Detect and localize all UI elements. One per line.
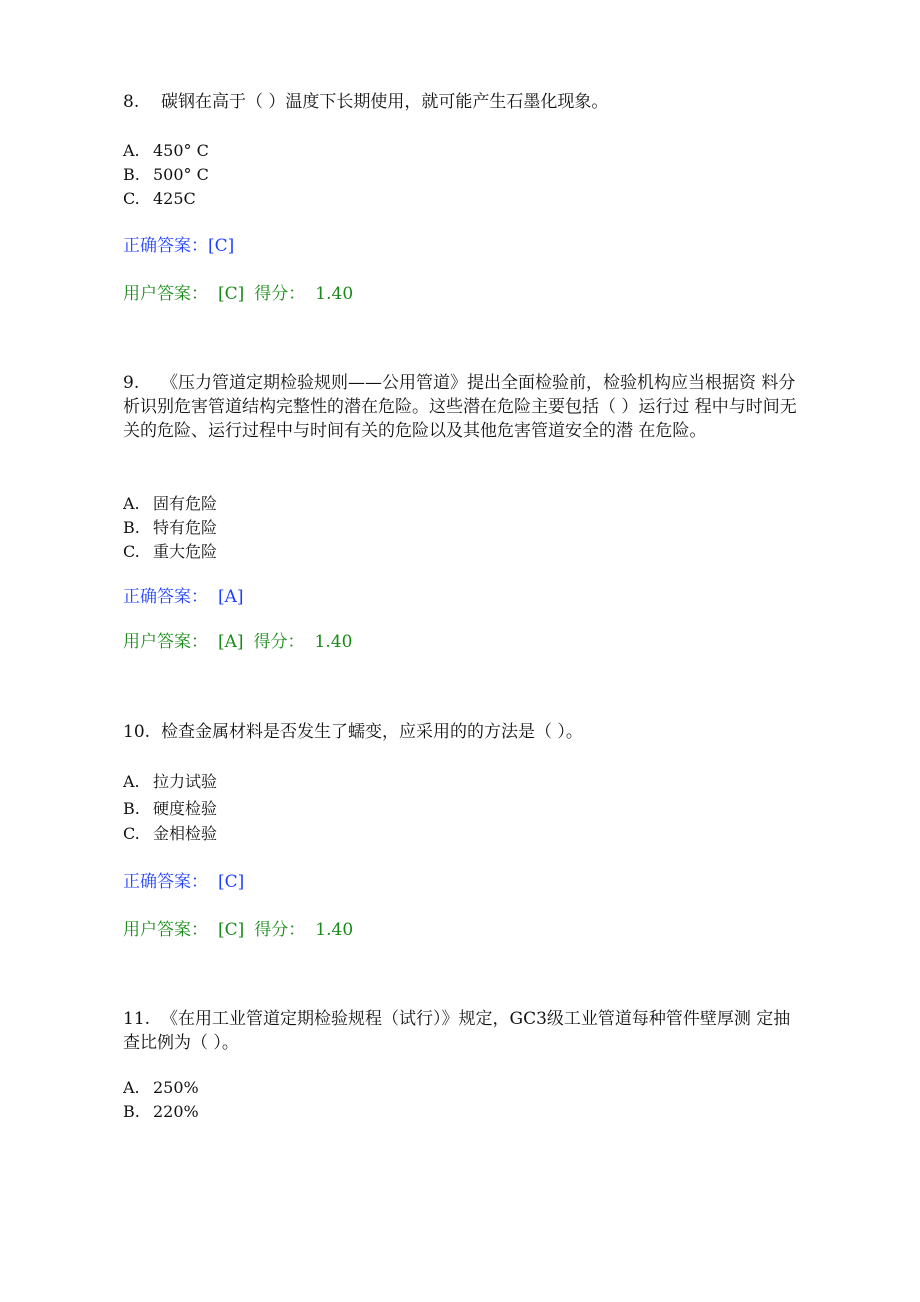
correct-answer-label: 正确答案： xyxy=(123,236,208,256)
option-letter: C. xyxy=(123,824,140,843)
correct-answer xyxy=(123,585,244,609)
option-letter: B. xyxy=(123,1102,140,1121)
option-text: 450° C xyxy=(153,141,209,160)
option-b xyxy=(123,797,217,821)
score-value: 1.40 xyxy=(314,632,353,652)
option-letter: B. xyxy=(123,518,140,537)
correct-answer xyxy=(123,234,234,258)
option-a xyxy=(123,1076,199,1100)
correct-answer xyxy=(123,870,244,894)
user-answer xyxy=(123,918,353,942)
user-answer xyxy=(123,282,353,306)
option-text: 特有危险 xyxy=(153,518,218,537)
option-letter: B. xyxy=(123,799,140,818)
option-text: 硬度检验 xyxy=(153,799,218,818)
option-b xyxy=(123,163,209,187)
question-11 xyxy=(123,1007,803,1055)
correct-answer-value: [C] xyxy=(218,872,245,892)
question-number: 11. xyxy=(123,1009,151,1029)
user-answer-value: [C] xyxy=(218,284,245,304)
option-text: 220% xyxy=(153,1102,199,1121)
option-text: 金相检验 xyxy=(153,824,218,843)
option-text: 固有危险 xyxy=(153,494,218,513)
option-letter: B. xyxy=(123,165,140,184)
user-answer-label: 用户答案： xyxy=(123,632,208,652)
correct-answer-value: [A] xyxy=(218,587,244,607)
option-a xyxy=(123,139,209,163)
option-c xyxy=(123,187,196,211)
score-value: 1.40 xyxy=(315,920,354,940)
question-text: 《压力管道定期检验规则——公用管道》提出全面检验前，检验机构应当根据资 料分析识别危害管道结构完整性的潜在危险。这些潜在危险主要包括（ ）运行过 程中与时间无关的危险、运行过程中与时间有关的危险以及其他危害管道安全的潜 在危险。 xyxy=(123,373,797,441)
question-text: 碳钢在高于（ ）温度下长期使用，就可能产生石墨化现象。 xyxy=(161,92,609,112)
user-answer-value: [C] xyxy=(218,920,245,940)
option-b xyxy=(123,516,217,540)
option-c xyxy=(123,822,217,846)
score-label: 得分： xyxy=(254,284,306,304)
question-number: 8. xyxy=(123,92,140,112)
option-letter: A. xyxy=(123,772,140,791)
option-letter: C. xyxy=(123,189,140,208)
option-letter: A. xyxy=(123,141,140,160)
user-answer-label: 用户答案： xyxy=(123,284,208,304)
question-number: 10. xyxy=(123,722,151,742)
option-letter: A. xyxy=(123,494,140,513)
option-b xyxy=(123,1100,199,1124)
question-10 xyxy=(123,720,803,744)
user-answer xyxy=(123,630,352,654)
question-8 xyxy=(123,90,803,114)
question-9 xyxy=(123,371,803,443)
user-answer-value: [A] xyxy=(218,632,244,652)
question-text: 检查金属材料是否发生了蠕变，应采用的的方法是（ ）。 xyxy=(161,722,583,742)
correct-answer-label: 正确答案： xyxy=(123,872,208,892)
option-a xyxy=(123,492,217,516)
score-value: 1.40 xyxy=(315,284,354,304)
option-a xyxy=(123,770,217,794)
score-label: 得分： xyxy=(253,632,305,652)
correct-answer-value: [C] xyxy=(208,236,235,256)
option-text: 250% xyxy=(153,1078,199,1097)
score-label: 得分： xyxy=(254,920,306,940)
user-answer-label: 用户答案： xyxy=(123,920,208,940)
option-text: 重大危险 xyxy=(153,542,218,561)
option-letter: C. xyxy=(123,542,140,561)
question-text: 《在用工业管道定期检验规程（试行）》规定，GC3级工业管道每种管件壁厚测 定抽查比例为（ ）。 xyxy=(123,1009,791,1053)
question-number: 9. xyxy=(123,373,140,393)
option-text: 500° C xyxy=(153,165,209,184)
option-letter: A. xyxy=(123,1078,140,1097)
option-text: 拉力试验 xyxy=(153,772,218,791)
option-text: 425C xyxy=(153,189,196,208)
correct-answer-label: 正确答案： xyxy=(123,587,208,607)
option-c xyxy=(123,540,217,564)
